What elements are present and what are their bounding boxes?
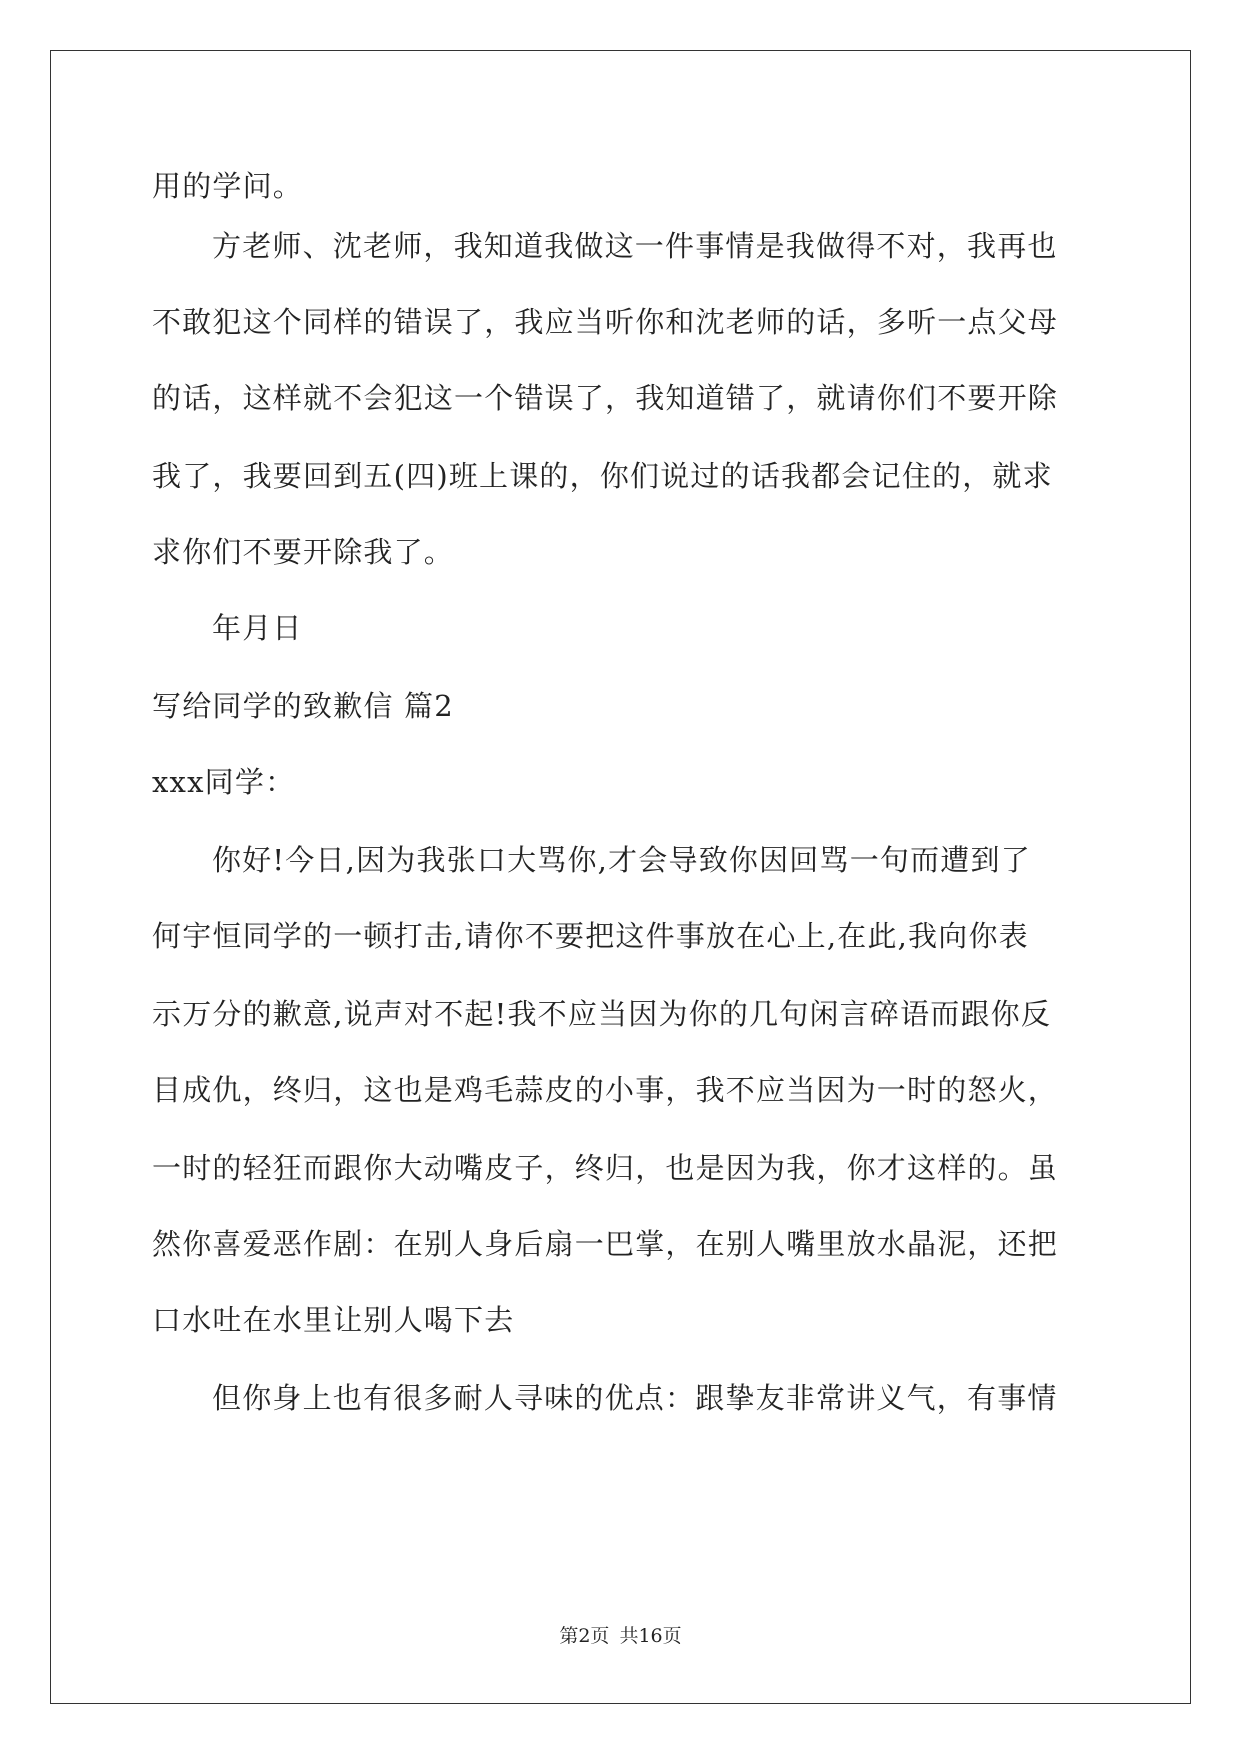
salutation: xxx同学： [152,765,296,799]
text-line: 的话，这样就不会犯这一个错误了，我知道错了，就请你们不要开除 [152,381,1059,415]
page-footer [0,1624,1241,1648]
text-line: 不敢犯这个同样的错误了，我应当听你和沈老师的话，多听一点父母 [152,305,1059,339]
date-line: 年月日 [212,611,303,645]
page-total: 共16页 [619,1625,682,1647]
text-line: 目成仇，终归，这也是鸡毛蒜皮的小事，我不应当因为一时的怒火， [152,1073,1059,1107]
text-line: 然你喜爱恶作剧：在别人身后扇一巴掌，在别人嘴里放水晶泥，还把 [152,1227,1059,1261]
text-line: 何宇恒同学的一顿打击,请你不要把这件事放在心上,在此,我向你表 [152,919,1029,953]
text-line: 我了，我要回到五(四)班上课的，你们说过的话我都会记住的，就求 [152,459,1053,493]
page-number: 第2页 [559,1625,610,1647]
text-line: 口水吐在水里让别人喝下去 [152,1303,515,1337]
text-line: 你好!今日,因为我张口大骂你,才会导致你因回骂一句而遭到了 [212,843,1031,877]
section-heading: 写给同学的致歉信 篇2 [152,689,454,723]
text-line: 用的学问。 [152,169,304,203]
text-line: 示万分的歉意,说声对不起!我不应当因为你的几句闲言碎语而跟你反 [152,997,1052,1031]
text-line: 一时的轻狂而跟你大动嘴皮子，终归，也是因为我，你才这样的。虽 [152,1151,1059,1185]
text-line: 方老师、沈老师，我知道我做这一件事情是我做得不对，我再也 [212,229,1058,263]
text-line: 求你们不要开除我了。 [152,535,455,569]
text-line: 但你身上也有很多耐人寻味的优点：跟挚友非常讲义气，有事情 [212,1381,1058,1415]
